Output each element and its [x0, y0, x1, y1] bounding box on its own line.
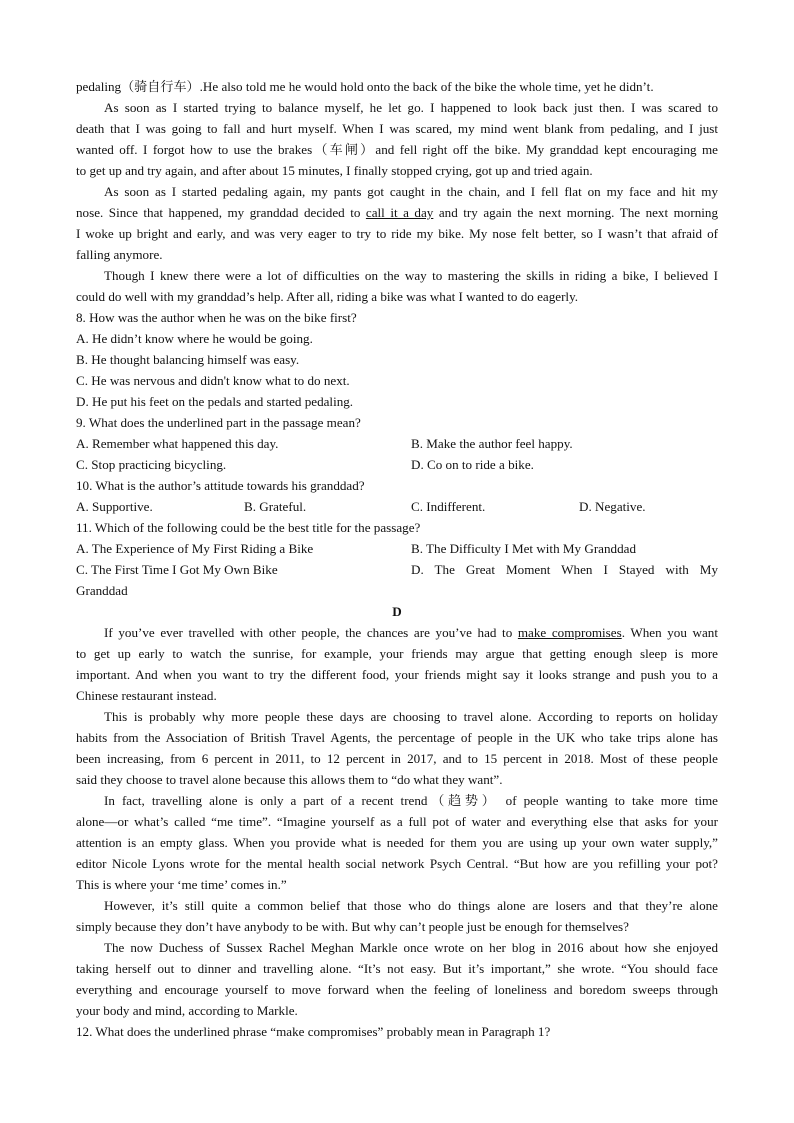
text-line: could do well with my granddad’s help. After all, riding a bike was what I wanted to do eagerly.: [76, 289, 579, 304]
text-line: falling anymore.: [76, 247, 163, 262]
question-8-stem: 8. How was the author when he was on the bike first?: [76, 310, 357, 325]
text-line: As soon as I started pedaling again, my pants got caught in the chain, and I fell flat on my face and hit my: [104, 184, 718, 199]
section-heading: D: [392, 604, 402, 619]
q10-option-a: A. Supportive.: [76, 499, 153, 514]
q11-option-d: D. The Great Moment When I Stayed with My: [411, 562, 718, 577]
q11-option-d-continued: Granddad: [76, 583, 128, 598]
text-line: your body and mind, according to Markle.: [76, 1003, 298, 1018]
text-line: pedaling（骑自行车）.He also told me he would hold onto the back of the bike the whole time, yet he didn’t.: [76, 79, 654, 94]
text-line: As soon as I started trying to balance myself, he let go. I happened to look back just then. I was scared to: [104, 100, 718, 115]
text-line: I woke up bright and early, and was very eager to try to ride my bike. My nose felt better, so I wasn’t that afraid of: [76, 226, 718, 241]
underlined-phrase-make-compromises: make compromises: [517, 625, 622, 640]
text-line: Though I knew there were a lot of difficulties on the way to mastering the skills in riding a bike, I believed I: [104, 268, 718, 283]
text-line: said they choose to travel alone because this allows them to “do what they want”.: [76, 772, 503, 787]
q10-option-d: D. Negative.: [579, 499, 646, 514]
text-line: In fact, travelling alone is only a part of a recent trend（趋势） of people wanting to take more time: [104, 793, 718, 808]
text-line: editor Nicole Lyons wrote for the mental health social network Psych Central. “But how are you refilling your pot?: [76, 856, 718, 871]
text-line: However, it’s still quite a common belief that those who do things alone are losers and that they’re alone: [104, 898, 718, 913]
options-row: [76, 496, 718, 517]
options-row: [76, 454, 718, 475]
text-line: attention is an empty glass. When you provide what is needed for them you are using up your own water supply,”: [76, 835, 718, 850]
text-line: alone—or what’s called “me time”. “Imagine yourself as a full pot of water and everything else that asks for your: [76, 814, 718, 829]
text-line: important. And when you want to try the different food, your friends might say it looks strange and push you to a: [76, 667, 718, 682]
text-line: to get up and try again, and after about 15 minutes, I finally stopped crying, got up and tried again.: [76, 163, 593, 178]
q8-option-d: D. He put his feet on the pedals and started pedaling.: [76, 394, 354, 409]
q10-option-b: B. Grateful.: [244, 499, 307, 514]
text-line: to get up early to watch the sunrise, for example, your friends may argue that getting enough sleep is more: [76, 646, 718, 661]
text-line: Chinese restaurant instead.: [76, 688, 217, 703]
q11-option-b: B. The Difficulty I Met with My Granddad: [411, 541, 636, 556]
text-line: simply because they don’t have anybody to be with. But why can’t people just be enough for themselves?: [76, 919, 629, 934]
text-line: everything and encourage yourself to move forward when the feeling of loneliness and boredom sweeps through: [76, 982, 718, 997]
text-line: been increasing, from 6 percent in 2011, to 12 percent in 2017, and to 15 percent in 2018. Most of these people: [76, 751, 718, 766]
text-line: [76, 622, 718, 643]
text-line: death that I was going to fall and hurt myself. When I was scared, my mind went blank from pedaling, and I just: [76, 121, 718, 136]
q11-option-a: A. The Experience of My First Riding a Bike: [76, 541, 314, 556]
question-10-stem: 10. What is the author’s attitude towards his granddad?: [76, 478, 365, 493]
q9-option-d: D. Co on to ride a bike.: [411, 457, 534, 472]
question-9-stem: 9. What does the underlined part in the passage mean?: [76, 415, 361, 430]
text-span: nose. Since that happened, my granddad decided to: [76, 205, 366, 220]
q8-option-b: B. He thought balancing himself was easy.: [76, 352, 300, 367]
q9-option-c: C. Stop practicing bicycling.: [76, 457, 227, 472]
q8-option-a: A. He didn’t know where he would be going.: [76, 331, 313, 346]
question-11-stem: 11. Which of the following could be the best title for the passage?: [76, 520, 421, 535]
options-row: [76, 559, 718, 580]
q11-option-c: C. The First Time I Got My Own Bike: [76, 562, 278, 577]
text-span: . When you want: [621, 625, 718, 640]
text-line: The now Duchess of Sussex Rachel Meghan Markle once wrote on her blog in 2016 about how she enjoyed: [104, 940, 718, 955]
question-12-stem: 12. What does the underlined phrase “make compromises” probably mean in Paragraph 1?: [76, 1024, 551, 1039]
options-row: [76, 538, 718, 559]
underlined-phrase-call-it-a-day: call it a day: [365, 205, 434, 220]
q8-option-c: C. He was nervous and didn't know what to do next.: [76, 373, 350, 388]
text-span: If you’ve ever travelled with other people, the chances are you’ve had to: [104, 625, 518, 640]
q9-option-b: B. Make the author feel happy.: [411, 436, 573, 451]
q9-option-a: A. Remember what happened this day.: [76, 436, 279, 451]
text-line: This is where your ‘me time’ comes in.”: [76, 877, 287, 892]
text-line: taking herself out to dinner and travelling alone. “It’s not easy. But it’s important,” she wrote. “You should face: [76, 961, 718, 976]
q10-option-c: C. Indifferent.: [411, 499, 486, 514]
options-row: [76, 433, 718, 454]
text-line: habits from the Association of British Travel Agents, the percentage of people in the UK who take trips alone has: [76, 730, 718, 745]
text-span: and try again the next morning. The next morning: [433, 205, 718, 220]
text-line: This is probably why more people these days are choosing to travel alone. According to reports on holiday: [104, 709, 718, 724]
text-line: [76, 202, 718, 223]
text-line: wanted off. I forgot how to use the brakes（车闸）and fell right off the bike. My granddad kept encouraging me: [76, 142, 718, 157]
